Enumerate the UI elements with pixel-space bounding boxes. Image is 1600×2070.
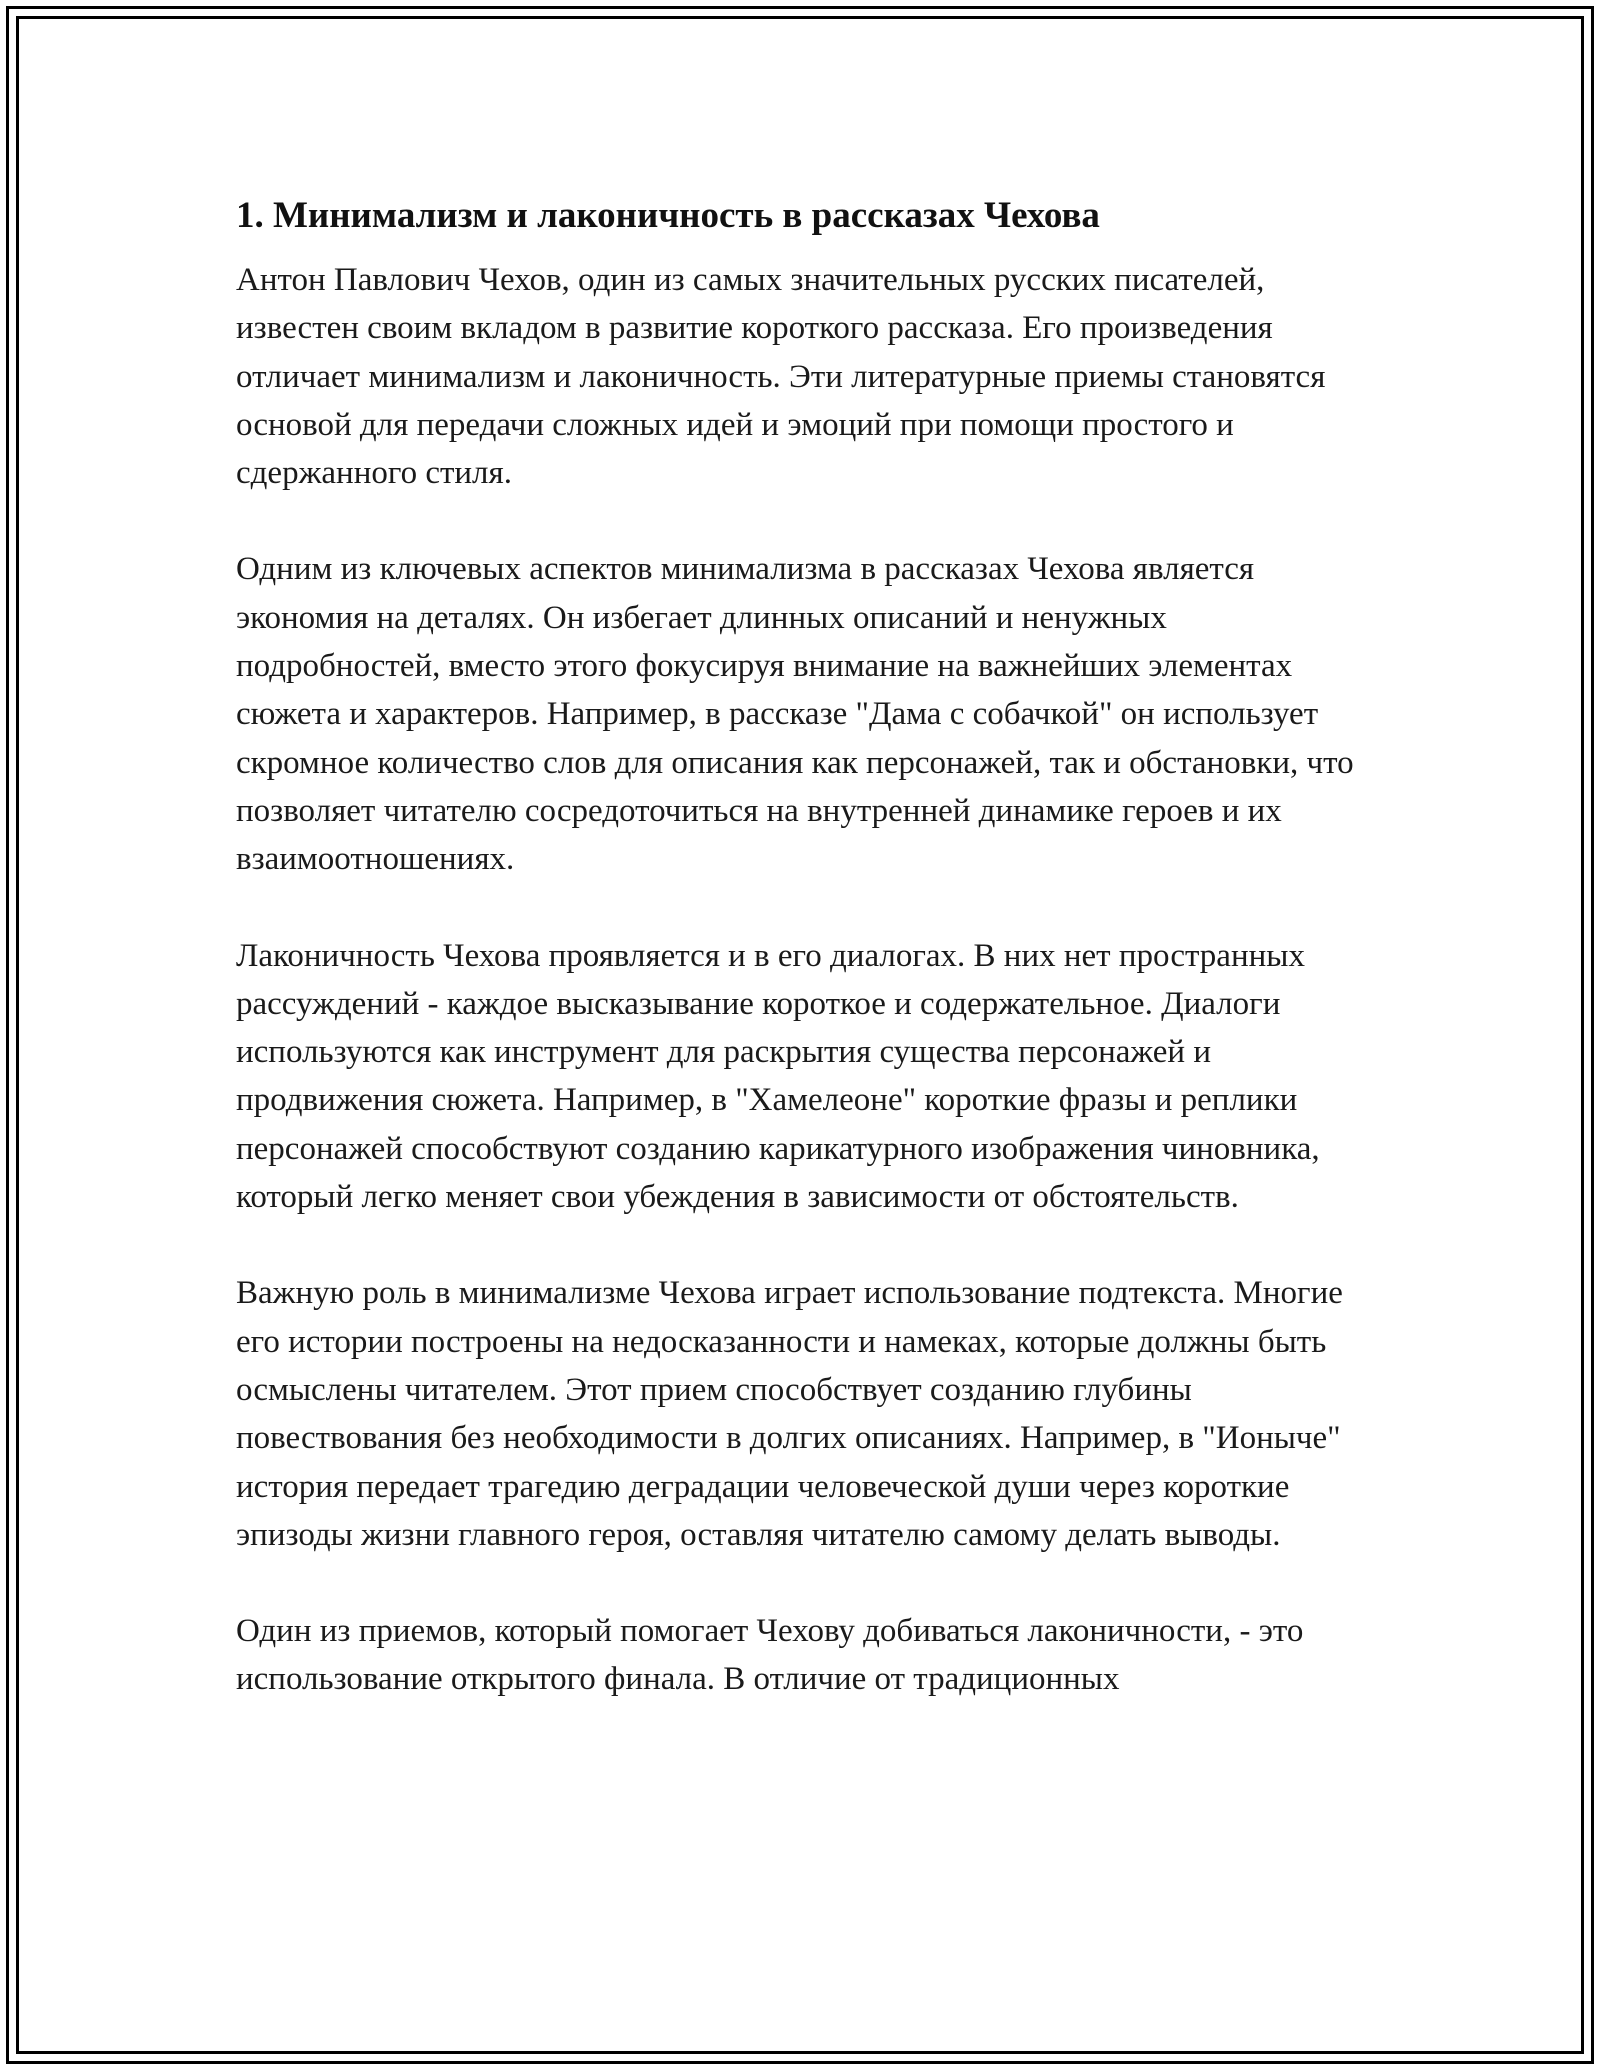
paragraph-intro: Антон Павлович Чехов, один из самых значительных русских писателей, известен своим вкладом в развитие короткого рассказа. Его произведения отличает минимализм и лаконичность. Эти литературные приемы становятся основой для передачи сложных идей и эмоций при помощи простого и сдержанного стиля. [236,262,1326,492]
paragraph-dialogues: Лаконичность Чехова проявляется и в его диалогах. В них нет пространных рассуждений - каждое высказывание короткое и содержательное. Диалоги используются как инструмент для раскрытия существа персонажей и продвижения сюжета. Например, в "Хамелеоне" короткие фразы и реплики персонажей способствуют созданию карикатурного изображения чиновника, который легко меняет свои убеждения в зависимости от обстоятельств. [236,937,1320,1216]
paragraph-open-ending: Один из приемов, который помогает Чехову добиваться лаконичности, - это использование открытого финала. В отличие от традиционных [236,1613,1304,1698]
paragraph-subtext: Важную роль в минимализме Чехова играет использование подтекста. Многие его истории построены на недосказанности и намеках, которые должны быть осмыслены читателем. Этот прием способствует созданию глубины повествования без необходимости в долгих описаниях. Например, в "Ионыче" история передает трагедию деградации человеческой души через короткие эпизоды жизни главного героя, оставляя читателю самому делать выводы. [236,1275,1343,1553]
paragraph-details-economy: Одним из ключевых аспектов минимализма в рассказах Чехова является экономия на деталях. Он избегает длинных описаний и ненужных подробностей, вместо этого фокусируя внимание на важнейших элементах сюжета и характеров. Например, в рассказе "Дама с собачкой" он использует скромное количество слов для описания как персонажей, так и обстановки, что позволяет читателю сосредоточиться на внутренней динамике героев и их взаимоотношениях. [236,551,1354,878]
section-heading: 1. Минимализм и лаконичность в рассказах Чехова [236,195,1100,236]
document-body [236,188,1366,1704]
